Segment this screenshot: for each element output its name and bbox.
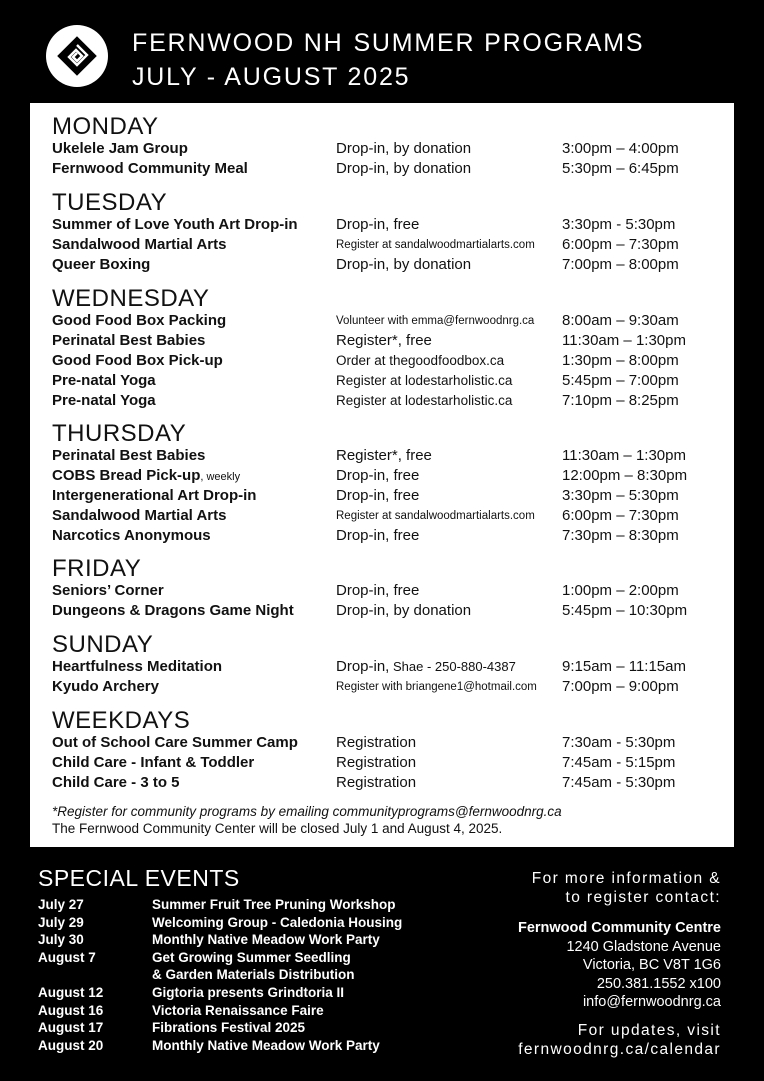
org-name: Fernwood Community Centre [517, 920, 721, 936]
event-row: August 20 Monthly Native Meadow Work Party [38, 1037, 380, 1053]
program-row: Dungeons & Dragons Game Night Drop-in, by donation 5:45pm – 10:30pm [52, 602, 688, 619]
event-row: August 12 Gigtoria presents Grindtoria II [38, 984, 345, 1000]
program-row: Out of School Care Summer Camp Registration 7:30am - 5:30pm [52, 734, 676, 751]
special-events-list [38, 896, 458, 1054]
day-title: THURSDAY [52, 420, 187, 447]
day-title: SUNDAY [52, 631, 154, 658]
program-row: Good Food Box Packing Volunteer with emma@fernwoodnrg.ca 8:00am – 9:30am [52, 312, 679, 329]
program-row: Queer Boxing Drop-in, by donation 7:00pm – 8:00pm [52, 256, 679, 273]
program-row: Sandalwood Martial Arts Register at sandalwoodmartialarts.com 6:00pm – 7:30pm [52, 507, 679, 524]
day-title: MONDAY [52, 113, 159, 140]
program-row: Intergenerational Art Drop-in Drop-in, free 3:30pm – 5:30pm [52, 487, 679, 504]
event-row: August 17 Fibrations Festival 2025 [38, 1020, 306, 1036]
day-title: WEDNESDAY [52, 285, 210, 312]
closure-note: The Fernwood Community Center will be closed July 1 and August 4, 2025. [52, 821, 503, 836]
special-events-title: SPECIAL EVENTS [38, 865, 240, 891]
event-row: August 16 Victoria Renaissance Faire [38, 1002, 324, 1018]
event-row: July 27 Summer Fruit Tree Pruning Workshop [38, 897, 396, 912]
program-row: COBS Bread Pick-up, weekly Drop-in, free 12:00pm – 8:30pm [52, 467, 688, 484]
day-section-monday [52, 115, 712, 179]
program-row: Summer of Love Youth Art Drop-in Drop-in, free 3:30pm - 5:30pm [52, 216, 676, 233]
day-section-weekdays [52, 709, 712, 793]
program-row: Pre-natal Yoga Register at lodestarholistic.ca 5:45pm – 7:00pm [52, 372, 679, 389]
day-title: FRIDAY [52, 555, 142, 582]
day-section-tuesday [52, 191, 712, 275]
spiral-logo-icon [46, 25, 108, 87]
program-row: Child Care - Infant & Toddler Registration 7:45am - 5:15pm [52, 754, 676, 771]
event-row: July 30 Monthly Native Meadow Work Party [38, 932, 380, 948]
event-row: August 7 Get Growing Summer Seedling [38, 949, 351, 965]
day-title: TUESDAY [52, 189, 168, 216]
event-row: July 29 Welcoming Group - Caledonia Housing [38, 914, 403, 930]
program-row: Perinatal Best Babies Register*, free 11:30am – 1:30pm [52, 447, 686, 464]
contact-block: For more information & to register contact: Fernwood Community Centre 1240 Gladstone Avenue Victoria, BC V8T 1G6 250.381.1552 x100 info@fernwoodnrg.ca For updates, visit fernwoodnrg.ca/calendar [517, 870, 721, 1058]
program-row: Sandalwood Martial Arts Register at sandalwoodmartialarts.com 6:00pm – 7:30pm [52, 236, 679, 253]
program-row: Fernwood Community Meal Drop-in, by donation 5:30pm – 6:45pm [52, 160, 679, 177]
program-row: Ukelele Jam Group Drop-in, by donation 3:00pm – 4:00pm [52, 140, 679, 157]
footnotes [52, 803, 562, 837]
event-row: & Garden Materials Distribution [152, 967, 355, 983]
program-row: Narcotics Anonymous Drop-in, free 7:30pm – 8:30pm [52, 527, 679, 544]
program-row: Heartfulness Meditation Drop-in, Shae - 250-880-4387 9:15am – 11:15am [52, 658, 686, 675]
page-title: FERNWOOD NH SUMMER PROGRAMS JULY - AUGUST 2025 [132, 29, 645, 91]
calendar-link[interactable]: fernwoodnrg.ca/calendar [518, 1040, 721, 1058]
register-note: *Register for community programs by emailing communityprograms@fernwoodnrg.ca [52, 804, 562, 819]
program-row: Perinatal Best Babies Register*, free 11:30am – 1:30pm [52, 332, 686, 349]
weekly-schedule-panel [30, 103, 734, 847]
program-row: Good Food Box Pick-up Order at thegoodfoodbox.ca 1:30pm – 8:00pm [52, 352, 679, 369]
day-section-wednesday [52, 287, 712, 411]
day-title: WEEKDAYS [52, 707, 191, 734]
day-section-sunday [52, 633, 712, 697]
email-link[interactable]: info@fernwoodnrg.ca [582, 994, 721, 1010]
program-row: Kyudo Archery Register with briangene1@hotmail.com 7:00pm – 9:00pm [52, 678, 679, 695]
program-row: Pre-natal Yoga Register at lodestarholistic.ca 7:10pm – 8:25pm [52, 392, 679, 409]
day-section-friday [52, 557, 712, 621]
phone: 250.381.1552 x100 [596, 975, 721, 992]
day-section-thursday [52, 422, 712, 546]
program-row: Seniors’ Corner Drop-in, free 1:00pm – 2:00pm [52, 582, 679, 599]
program-row: Child Care - 3 to 5 Registration 7:45am - 5:30pm [52, 774, 676, 791]
